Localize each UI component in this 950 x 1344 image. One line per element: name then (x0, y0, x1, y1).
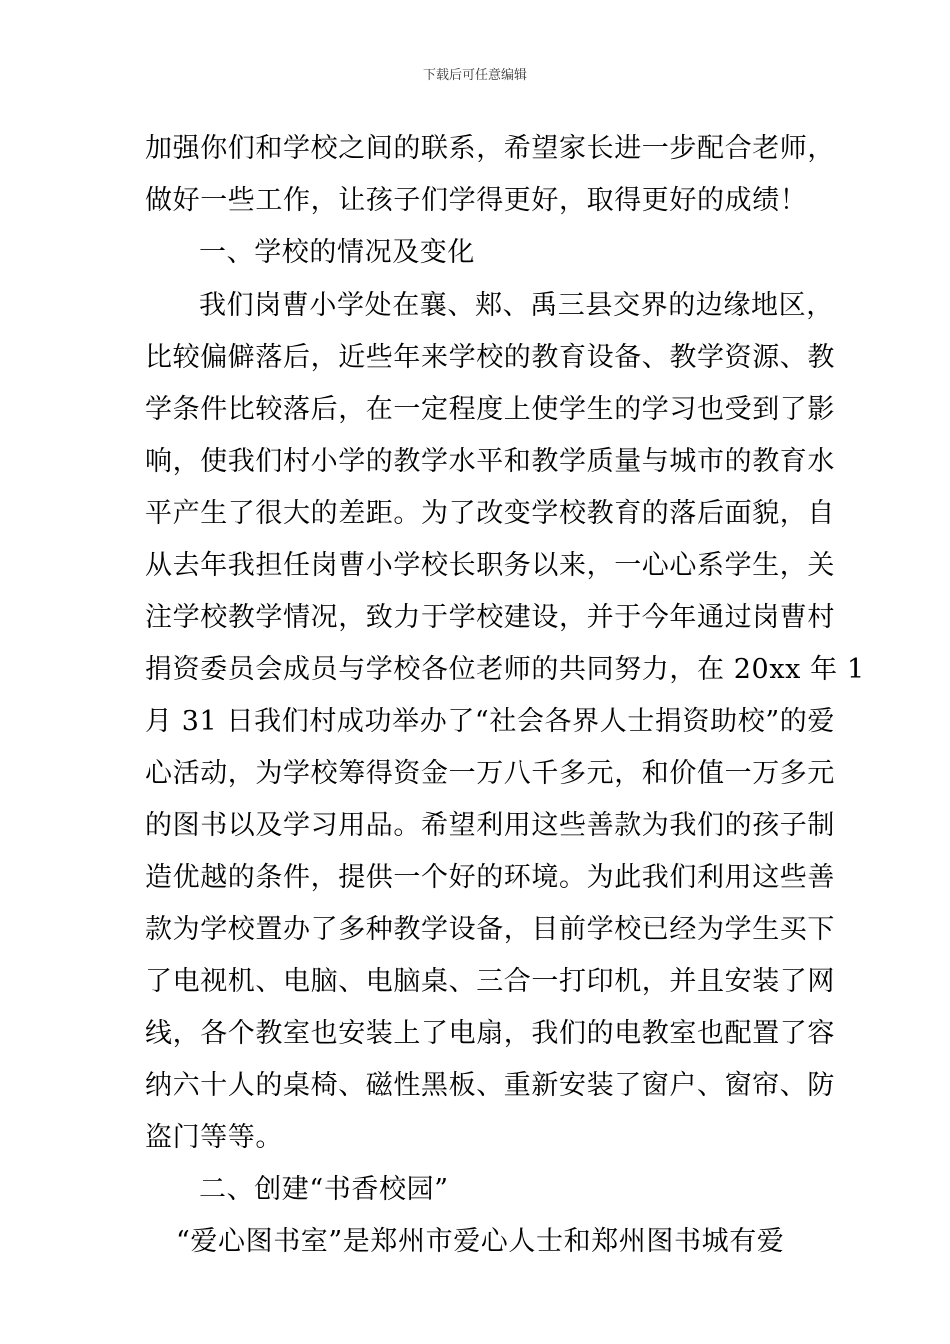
text-line: 从去年我担任岗曹小学校长职务以来，一心心系学生，关 (145, 550, 835, 581)
text-line: 做好一些工作，让孩子们学得更好，取得更好的成绩！ (145, 185, 808, 216)
text-line: 注学校教学情况，致力于学校建设，并于今年通过岗曹村 (145, 602, 835, 633)
text-line: 学条件比较落后，在一定程度上使学生的学习也受到了影 (145, 394, 835, 425)
section-heading: 一、学校的情况及变化 (199, 237, 475, 268)
text-line: 盗门等等。 (145, 1122, 283, 1153)
text-line: 捐资委员会成员与学校各位老师的共同努力，在 20xx 年 1 (145, 654, 865, 685)
text-line: 款为学校置办了多种教学设备，目前学校已经为学生买下 (145, 914, 835, 945)
text-line: 响，使我们村小学的教学水平和教学质量与城市的教育水 (145, 446, 835, 477)
text-line: 了电视机、电脑、电脑桌、三合一打印机，并且安装了网 (145, 966, 835, 997)
text-line: 我们岗曹小学处在襄、郏、禹三县交界的边缘地区， (199, 290, 834, 321)
text-line: 的图书以及学习用品。希望利用这些善款为我们的孩子制 (145, 810, 835, 841)
section-heading: 二、创建“书香校园” (199, 1174, 449, 1205)
page-header: 下载后可任意编辑 (422, 68, 527, 83)
text-line: 线，各个教室也安装上了电扇，我们的电教室也配置了容 (145, 1018, 835, 1049)
text-line: 月 31 日我们村成功举办了“社会各界人士捐资助校”的爱 (145, 706, 835, 737)
text-line: 纳六十人的桌椅、磁性黑板、重新安装了窗户、窗帘、防 (145, 1070, 835, 1101)
text-line: 造优越的条件，提供一个好的环境。为此我们利用这些善 (145, 862, 835, 893)
text-line: 比较偏僻落后，近些年来学校的教育设备、教学资源、教 (145, 342, 835, 373)
text-line: 心活动，为学校筹得资金一万八千多元，和价值一万多元 (145, 758, 835, 789)
text-line: 加强你们和学校之间的联系，希望家长进一步配合老师， (145, 133, 835, 164)
text-line: “爱心图书室”是郑州市爱心人士和郑州图书城有爱 (176, 1226, 785, 1257)
text-line: 平产生了很大的差距。为了改变学校教育的落后面貌，自 (145, 498, 835, 529)
